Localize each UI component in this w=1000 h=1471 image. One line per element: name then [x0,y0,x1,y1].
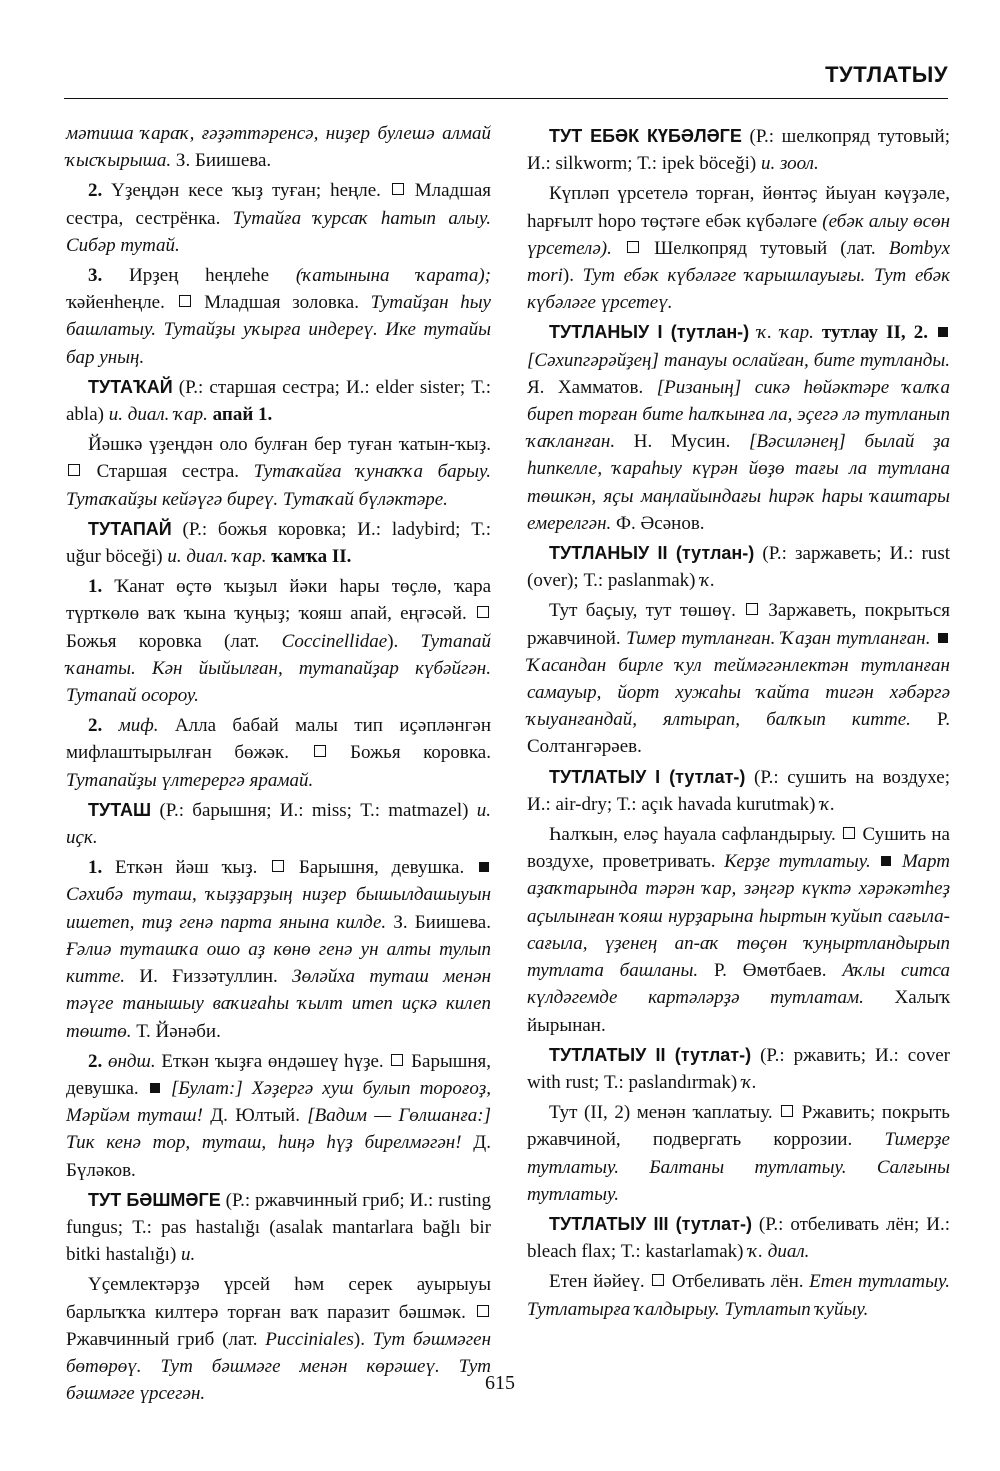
dictionary-paragraph: Һалҡын, еләҫ һауала сафландырыу. Сушить на воздухе, проветривать. Керҙе тутлатыу. Март аҙаҡтарында тәрән ҡар, зәңгәр күктә хәрәкәтһеҙ аҫылынған ҡояш нурҙарына һыртын ҡуйып сағыла-сағыла, үҙенең ап-аҡ төҫөн ҡуңыртландырып тутлата башланы. Р. Өмөтбаев. Аҡлы ситса күлдәгемде картәләрҙә тутлатам. Халыҡ йырынан. [527,824,951,1036]
dictionary-paragraph: ТУТАШ (Р.: барышня; И.: miss; Т.: matmazel) и. иҫк. [66,799,491,849]
dictionary-paragraph: Тут (II, 2) менән ҡаплатыу. Ржавить; покрыть ржавчиной, подвергать коррозии. Тимерҙе тутлатыу. Балтаны тутлатыу. Салғыны тутлатыу. [527,1102,950,1205]
square-icon [68,464,80,476]
square-icon [314,745,326,757]
dictionary-paragraph: ТУТЛАТЫУ I (тутлат-) (Р.: сушить на воздухе; И.: air-dry; Т.: açık havada kurutmak) ҡ. [527,766,950,815]
square-icon [652,1274,664,1286]
square-icon [392,183,404,195]
filled-square-icon [881,856,891,866]
dictionary-paragraph: 2. Үҙеңдән кесе ҡыҙ туған; һеңле. Младшая сестра, сестрёнка. Тутайға ҡурсаҡ һатып алыу. Сибәр тутай. [66,180,491,256]
dictionary-paragraph: мәтиша ҡараҡ, ғәҙәттәренсә, ниҙер булешә алмай ҡысҡырыша. З. Биишева. [66,123,491,172]
dictionary-paragraph: 2. өндш. Еткән ҡыҙға өндәшеү һүҙе. Барышня, девушка. [Булат:] Хәҙергә хуш булып тороғоҙ, Мәрйәм туташ! Д. Юлтый. [Вадим — Гөлшанға:] Тик кенә тор, туташ, һиңә һүҙ бирелмәгән! Д. Бүләков. [66,1050,492,1181]
filled-square-icon [479,862,489,872]
dictionary-paragraph: Йәшкә үҙеңдән оло булған бер туған ҡатын-ҡыҙ. Старшая сестра. Тутаҡайға ҡунаҡҡа барыу. Тутаҡайҙы кейәүгә биреү. Тутаҡай бүләктәре. [66,434,491,510]
running-head: ТУТЛАТЫУ [825,62,948,87]
square-icon [746,603,758,615]
dictionary-paragraph: Етен йәйеү. Отбеливать лён. Етен тутлатыу. Тутлатырға ҡалдырыу. Тутлатып ҡуйыу. [527,1271,950,1320]
dictionary-paragraph: ТУТЛАТЫУ II (тутлат-) (Р.: ржавить; И.: cover with rust; Т.: paslandırmak) ҡ. [527,1044,950,1093]
dictionary-paragraph: ТУТ БӘШМӘГЕ (Р.: ржавчинный гриб; И.: rusting fungus; Т.: pas hastalığı (asalak mantarlara bağlı bir bitki hastalığı) и. [66,1189,491,1266]
square-icon [477,1305,489,1317]
right-column [527,123,950,1326]
square-icon [272,860,284,872]
dictionary-paragraph: ТУТЛАНЫУ II (тутлан-) (Р.: заржаветь; И.: rust (over); Т.: paslanmak) ҡ. [527,543,950,592]
dictionary-paragraph: Күпләп үрсетелә торған, йөнтәҫ йыуан кәүҙәле, һарғылт һоро төҫтәге ебәк күбәләге (ебәк алыу өсөн үрсетелә). Шелкопряд тутовый (лат. Bombyx mori). Тут ебәк күбәләге ҡарышлауығы. Тут ебәк күбәләге үрсетеү. [527,183,951,314]
dictionary-paragraph: Тут баҫыу, тут төшөү. Заржаветь, покрыться ржавчиной. Тимер тутланған. Ҡаҙан тутланған. Ҡасандан бирле ҡул теймәгәнлектән тутланған самауыр, йорт хужаһы ҡайта тигән хәбәргә ҡыуанғандай, ялтырап, балҡып китте. Р. Солтангәрәев. [527,600,950,758]
dictionary-paragraph: ТУТ ЕБӘК КҮБӘЛӘГЕ (Р.: шелкопряд тутовый; И.: silkworm; Т.: ipek böceği) и. зоол. [527,126,950,175]
header-rule [64,98,948,99]
dictionary-paragraph: ТУТЛАТЫУ III (тутлат-) (Р.: отбеливать лён; И.: bleach flax; Т.: kastarlamak) ҡ. диал. [527,1213,951,1263]
square-icon [781,1105,793,1117]
dictionary-paragraph: 1. Еткән йәш ҡыҙ. Барышня, девушка. Сәхибә туташ, ҡыҙҙарҙың ниҙер бышылдашыуын ишетеп, тиҙ генә парта янына килде. З. Биишева. Ғәлиә туташҡа ошо аҙ көнө генә ун алты тулып китте. И. Ғиззәтуллин. Зөләйха туташ менән тәүге танышыу ваҡиғаһы ҡылт итеп иҫкә килеп төштө. Т. Йәнәби. [66,857,491,1042]
dictionary-paragraph: ТУТЛАНЫУ I (тутлан-) ҡ. ҡар. тутлау II, 2. [Сәхипгәрәйҙең] танауы ослайған, бите тутланды. Я. Хамматов. [Ризаның] сикә һөйәктәре ҡалҡа биреп торған бите һалҡынға ла, эҫегә лә тутланып ҡаҡланған. Н. Мусин. [Вәсиләнең] былай ҙа һипкелле, ҡараһыу күрән йөҙө тағы ла тутлана төшкән, яҫы маңлайындағы һирәк һары ҡаштары емерелгән. Ф. Әсәнов. [527,322,950,534]
square-icon [477,606,489,618]
dictionary-paragraph: ТУТАПАЙ (Р.: божья коровка; И.: ladybird; Т.: uğur böceği) и. диал. ҡар. ҡамҡа II. [66,518,491,568]
page-number: 615 [485,1372,515,1394]
filled-square-icon [938,327,948,337]
square-icon [627,241,639,253]
dictionary-paragraph: ТУТАҠАЙ (Р.: старшая сестра; И.: elder sister; Т.: abla) и. диал. ҡар. апай 1. [66,376,491,426]
dictionary-paragraph: 3. Ирҙең һеңлеһе (ҡатынына ҡарата); ҡәйенһеңле. Младшая золовка. Тутайҙан һыу башлатыу. Тутайҙы уҡырға индереү. Ике тутайы бар уның. [66,265,491,368]
dictionary-paragraph: 1. Ҡанат өҫтө ҡыҙыл йәки һары төҫлө, ҡара түрткөлө ваҡ ҡына ҡуңыҙ; ҡояш апай, еңгәсәй. Божья коровка (лат. Coccinellidae). Тутапай ҡанаты. Кән йыйылған, тутапайҙар күбәйгән. Тутапай осороу. [66,576,491,707]
square-icon [179,295,191,307]
dictionary-paragraph: Үҫемлектәрҙә үрсей һәм серек ауырыуы барлыҡҡа килтерә торған ваҡ паразит бәшмәк. Ржавчинный гриб (лат. Pucciniales). Тут бәшмәген бөтөрөү. Тут бәшмәге менән көрәшеү. Тут бәшмәге үрсегән. [66,1274,492,1405]
square-icon [391,1054,403,1066]
dictionary-paragraph: 2. миф. Алла бабай малы тип иҫәпләнгән мифлаштырылған бөжәк. Божья коровка. Тутапайҙы үлтерергә ярамай. [66,715,491,791]
filled-square-icon [938,633,948,643]
left-column [66,120,491,1410]
square-icon [843,827,855,839]
filled-square-icon [150,1083,160,1093]
